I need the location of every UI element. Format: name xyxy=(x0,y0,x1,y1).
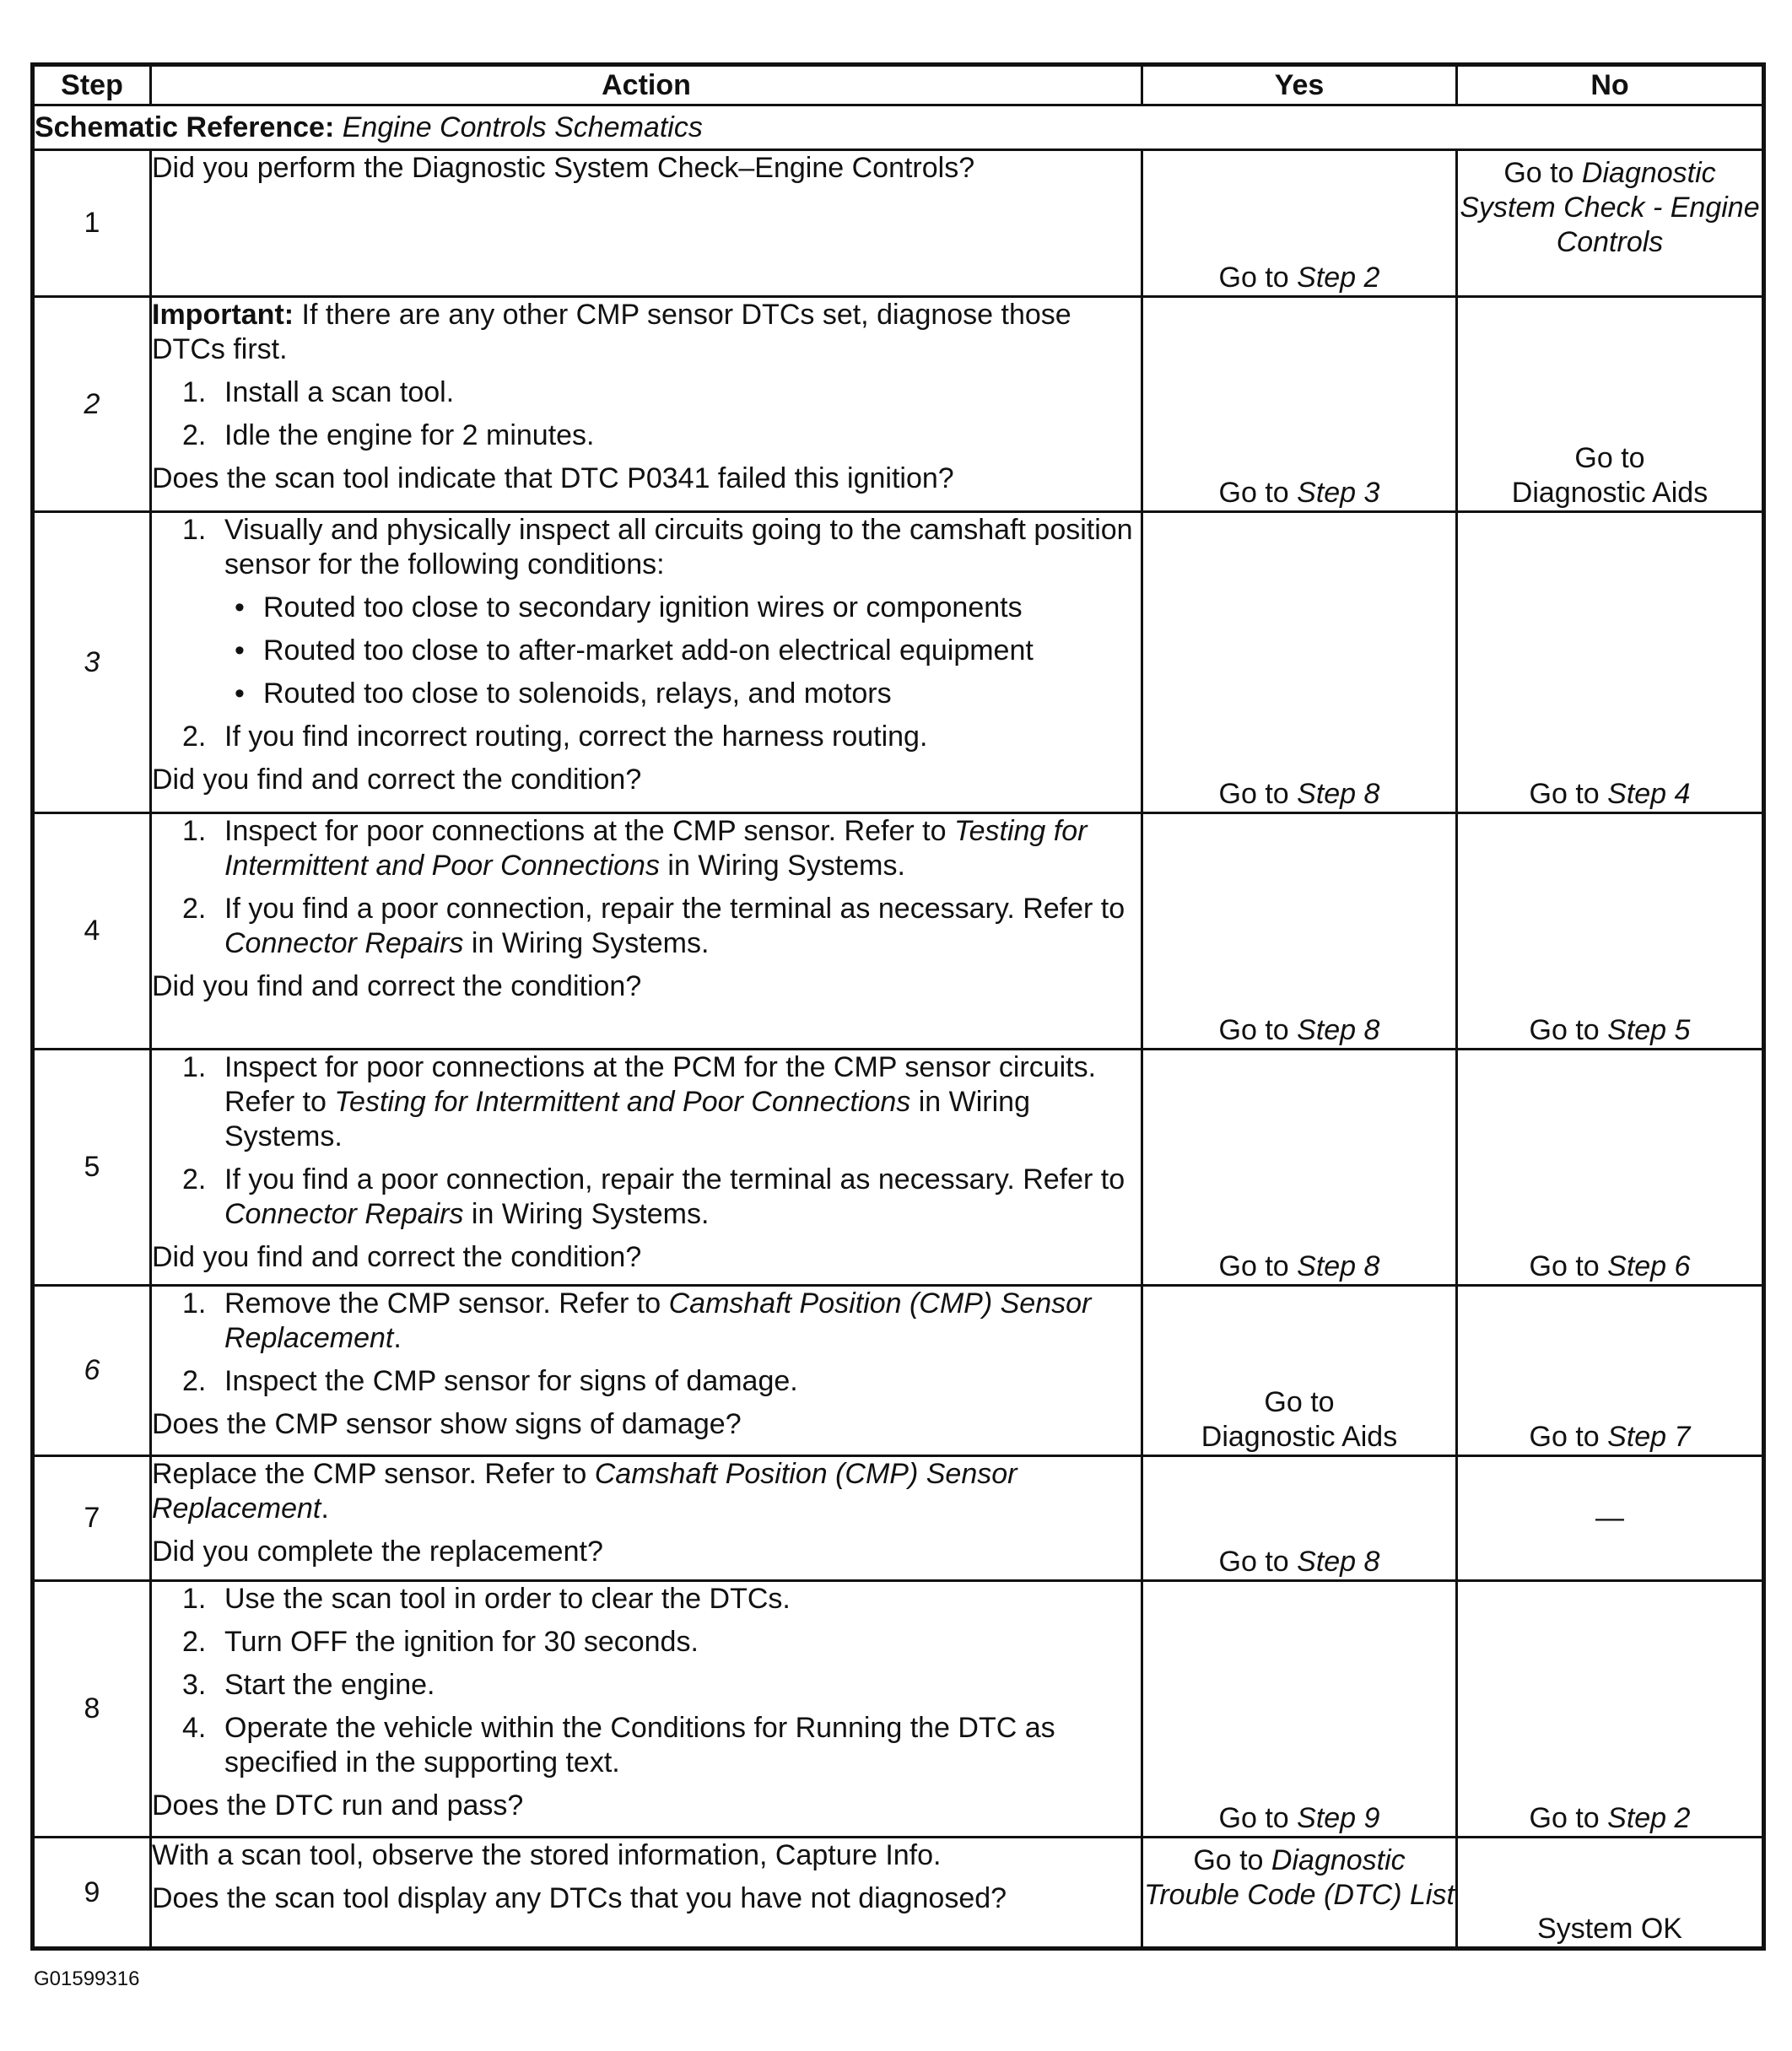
table-row xyxy=(33,813,1764,1050)
yes-link[interactable]: Step 8 xyxy=(1297,1014,1380,1046)
list-item: 2. Idle the engine for 2 minutes. xyxy=(182,419,595,451)
schematic-reference-row xyxy=(33,105,1764,150)
action-cell xyxy=(151,1286,1142,1456)
list-item: 2. If you find a poor connection, repair the terminal as necessary. Refer to Connector Repairs in Wiring Systems. xyxy=(182,1163,1125,1230)
reference-link[interactable]: Testing for Intermittent and Poor Connections xyxy=(224,815,1088,882)
yes-cell xyxy=(1142,297,1457,512)
no-link[interactable]: Step 4 xyxy=(1607,778,1691,810)
action-text: With a scan tool, observe the stored information, Capture Info. xyxy=(152,1839,942,1871)
yes-link[interactable]: Step 9 xyxy=(1297,1802,1380,1834)
table-row xyxy=(33,150,1764,297)
table-header-row xyxy=(33,65,1764,105)
table-row xyxy=(33,1456,1764,1581)
yes-link[interactable]: Step 8 xyxy=(1297,1250,1380,1282)
list-item: 1. Visually and physically inspect all circuits going to the camshaft position sensor for the following conditions: xyxy=(182,514,1133,580)
list-item: 1. Install a scan tool. xyxy=(182,376,455,408)
step-number: 4 xyxy=(33,813,151,1050)
no-dash: — xyxy=(1595,1502,1624,1534)
list-item: 2. If you find incorrect routing, correct the harness routing. xyxy=(182,721,928,753)
no-prefix: Go to xyxy=(1529,1014,1608,1046)
no-link[interactable]: Step 6 xyxy=(1607,1250,1691,1282)
no-prefix: Go to xyxy=(1503,157,1582,189)
yes-link[interactable]: Step 8 xyxy=(1297,778,1380,810)
important-label: Important: xyxy=(152,299,294,331)
yes-cell xyxy=(1142,1838,1457,1949)
step-number: 2 xyxy=(33,297,151,512)
action-question: Does the DTC run and pass? xyxy=(152,1789,524,1822)
reference-link[interactable]: Connector Repairs xyxy=(224,1198,464,1230)
list-item: 3. Start the engine. xyxy=(182,1669,435,1701)
no-cell xyxy=(1457,1581,1764,1838)
yes-cell xyxy=(1142,1050,1457,1286)
yes-link[interactable]: Diagnostic Aids xyxy=(1201,1421,1398,1453)
figure-id: G01599316 xyxy=(34,1967,140,1990)
header-no: No xyxy=(1457,65,1764,105)
table-row xyxy=(33,1581,1764,1838)
important-text: If there are any other CMP sensor DTCs set, diagnose those DTCs first. xyxy=(152,299,1071,365)
schematic-reference xyxy=(33,105,1764,150)
yes-prefix: Go to xyxy=(1218,1014,1298,1046)
yes-prefix: Go to xyxy=(1193,1844,1271,1876)
yes-text-line1: Go to xyxy=(1264,1386,1335,1418)
diagnostic-table-container xyxy=(30,62,1762,1951)
list-item: 1. Remove the CMP sensor. Refer to Camshaft Position (CMP) Sensor Replacement. xyxy=(182,1287,1092,1354)
table-row xyxy=(33,1050,1764,1286)
schematic-reference-label: Schematic Reference: xyxy=(35,111,335,143)
yes-prefix: Go to xyxy=(1218,778,1298,810)
no-cell xyxy=(1457,297,1764,512)
action-question: Did you perform the Diagnostic System Check–Engine Controls? xyxy=(152,152,975,184)
action-cell xyxy=(151,813,1142,1050)
diagnostic-table xyxy=(30,62,1766,1951)
list-item: 1. Inspect for poor connections at the PCM for the CMP sensor circuits. Refer to Testing for Intermittent and Poor Connections in Wiring Systems. xyxy=(182,1051,1097,1152)
important-note xyxy=(152,298,1141,367)
action-question: Does the CMP sensor show signs of damage? xyxy=(152,1408,742,1440)
reference-link[interactable]: Camshaft Position (CMP) Sensor Replacement xyxy=(224,1287,1092,1354)
schematic-reference-link[interactable]: Engine Controls Schematics xyxy=(342,111,703,143)
yes-cell xyxy=(1142,1581,1457,1838)
no-cell xyxy=(1457,150,1764,297)
step-number: 1 xyxy=(33,150,151,297)
step-number: 5 xyxy=(33,1050,151,1286)
no-cell xyxy=(1457,1456,1764,1581)
step-number: 7 xyxy=(33,1456,151,1581)
action-cell xyxy=(151,1838,1142,1949)
action-question: Did you find and correct the condition? xyxy=(152,970,642,1002)
action-question: Did you complete the replacement? xyxy=(152,1536,603,1568)
no-result: System OK xyxy=(1537,1913,1682,1945)
yes-link[interactable]: Step 3 xyxy=(1297,477,1380,509)
list-item: 2. Turn OFF the ignition for 30 seconds. xyxy=(182,1626,699,1658)
header-action: Action xyxy=(151,65,1142,105)
no-link[interactable]: Diagnostic Aids xyxy=(1511,477,1708,509)
no-prefix: Go to xyxy=(1529,778,1608,810)
bullet-item: • Routed too close to after-market add-on electrical equipment xyxy=(235,634,1034,667)
step-number: 3 xyxy=(33,512,151,813)
list-item: 2. Inspect the CMP sensor for signs of damage. xyxy=(182,1365,798,1397)
reference-link[interactable]: Testing for Intermittent and Poor Connections xyxy=(334,1086,911,1118)
table-row xyxy=(33,1286,1764,1456)
action-question: Does the scan tool display any DTCs that you have not diagnosed? xyxy=(152,1882,1007,1914)
yes-link[interactable]: Step 8 xyxy=(1297,1546,1380,1578)
list-item: 1. Use the scan tool in order to clear the DTCs. xyxy=(182,1583,791,1615)
yes-prefix: Go to xyxy=(1218,477,1298,509)
header-yes: Yes xyxy=(1142,65,1457,105)
no-link[interactable]: Step 5 xyxy=(1607,1014,1691,1046)
yes-link[interactable]: Diagnostic Trouble Code (DTC) List xyxy=(1144,1844,1455,1911)
bullet-item: • Routed too close to solenoids, relays, and motors xyxy=(235,677,892,710)
no-text-line1: Go to xyxy=(1574,442,1645,474)
no-cell xyxy=(1457,813,1764,1050)
step-number: 8 xyxy=(33,1581,151,1838)
no-cell xyxy=(1457,1286,1764,1456)
no-cell xyxy=(1457,1838,1764,1949)
yes-prefix: Go to xyxy=(1218,1546,1298,1578)
no-prefix: Go to xyxy=(1529,1421,1608,1453)
action-cell xyxy=(151,1050,1142,1286)
no-prefix: Go to xyxy=(1529,1802,1608,1834)
reference-link[interactable]: Camshaft Position (CMP) Sensor Replacement xyxy=(152,1458,1017,1525)
action-cell xyxy=(151,1456,1142,1581)
action-text: Replace the CMP sensor. Refer to Camshaft Position (CMP) Sensor Replacement. xyxy=(152,1458,1017,1525)
table-row xyxy=(33,512,1764,813)
no-link[interactable]: Diagnostic System Check - Engine Controls xyxy=(1460,157,1760,258)
yes-cell xyxy=(1142,512,1457,813)
no-prefix: Go to xyxy=(1529,1250,1608,1282)
action-question: Did you find and correct the condition? xyxy=(152,764,642,796)
yes-prefix: Go to xyxy=(1218,1250,1298,1282)
list-item: 2. If you find a poor connection, repair the terminal as necessary. Refer to Connector Repairs in Wiring Systems. xyxy=(182,893,1125,959)
table-row xyxy=(33,297,1764,512)
no-link[interactable]: Step 2 xyxy=(1607,1802,1691,1834)
list-item: 4. Operate the vehicle within the Conditions for Running the DTC as specified in the supporting text. xyxy=(182,1712,1055,1778)
action-question: Did you find and correct the condition? xyxy=(152,1241,642,1273)
step-number: 6 xyxy=(33,1286,151,1456)
step-number: 9 xyxy=(33,1838,151,1949)
action-cell xyxy=(151,512,1142,813)
yes-link[interactable]: Step 2 xyxy=(1297,262,1380,294)
action-cell xyxy=(151,1581,1142,1838)
yes-prefix: Go to xyxy=(1218,1802,1298,1834)
header-step: Step xyxy=(33,65,151,105)
action-question: Does the scan tool indicate that DTC P0341 failed this ignition? xyxy=(152,462,954,494)
no-cell xyxy=(1457,512,1764,813)
list-item: 1. Inspect for poor connections at the CMP sensor. Refer to Testing for Intermittent and Poor Connections in Wiring Systems. xyxy=(182,815,1088,882)
yes-prefix: Go to xyxy=(1218,262,1298,294)
bullet-item: • Routed too close to secondary ignition wires or components xyxy=(235,591,1023,623)
yes-cell xyxy=(1142,150,1457,297)
no-link[interactable]: Step 7 xyxy=(1607,1421,1691,1453)
reference-link[interactable]: Connector Repairs xyxy=(224,927,464,959)
yes-cell xyxy=(1142,1286,1457,1456)
action-cell xyxy=(151,297,1142,512)
yes-cell xyxy=(1142,1456,1457,1581)
no-cell xyxy=(1457,1050,1764,1286)
yes-cell xyxy=(1142,813,1457,1050)
table-row xyxy=(33,1838,1764,1949)
action-cell xyxy=(151,150,1142,297)
